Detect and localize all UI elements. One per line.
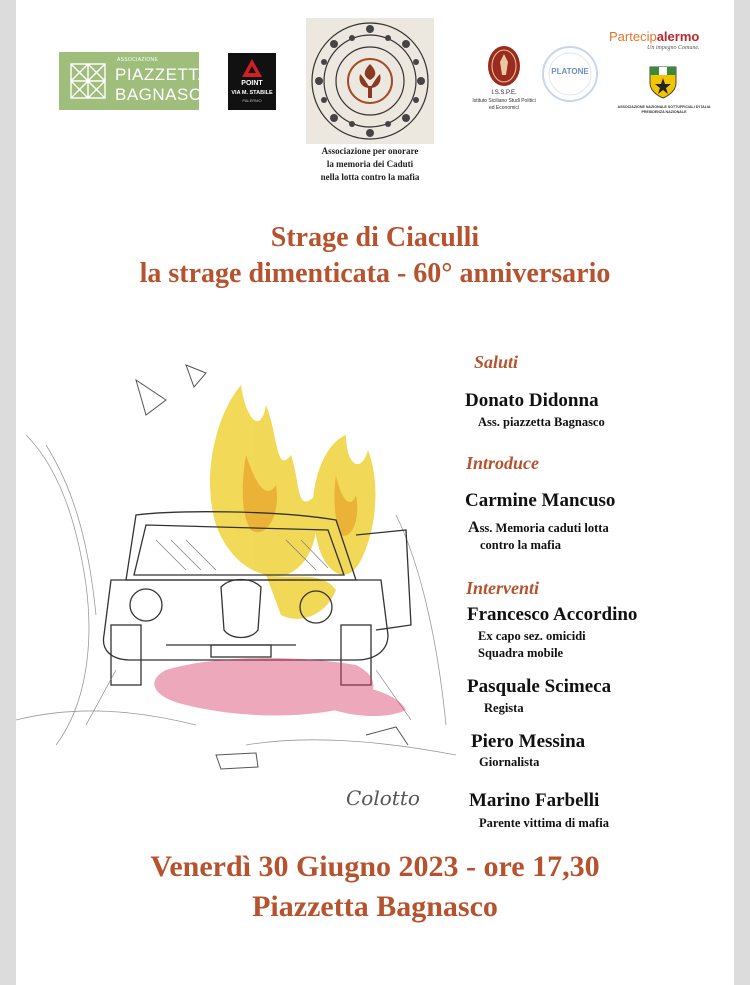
- platone-logo: [541, 45, 599, 103]
- artist-signature: Colotto: [346, 786, 420, 810]
- page-edge-left: [0, 0, 16, 985]
- speaker-role: Ass. piazzetta Bagnasco: [478, 415, 605, 429]
- event-title: Strage di Ciaculli: [270, 222, 480, 253]
- burning-car-illustration: [16, 325, 476, 830]
- speaker-role-line: Ex capo sez. omicidi: [478, 629, 586, 643]
- point-logo-line2: VIA M. STABILE: [231, 90, 273, 96]
- section-introduce: Introduce: [466, 453, 540, 473]
- speaker-name: Pasquale Scimeca: [467, 676, 612, 697]
- speaker-role: [468, 519, 609, 554]
- association-caption-line: nella lotta contro la mafia: [320, 172, 420, 182]
- star-mark-icon: [67, 60, 109, 102]
- piazzetta-logo-line2: BAGNASCO: [115, 85, 216, 104]
- flyer-page: [16, 0, 734, 985]
- isspe-logo: [461, 45, 547, 127]
- event-place: Piazzetta Bagnasco: [252, 890, 498, 923]
- speaker-role-initial: A: [468, 519, 480, 536]
- speaker-role: Regista: [484, 701, 524, 715]
- association-caption-line: Associazione per onorare: [321, 146, 419, 156]
- sottufficiali-logo-line1: ASSOCIAZIONE NAZIONALE SOTTUFFICIALI D'ITALIA: [617, 105, 711, 109]
- association-caption: [286, 145, 454, 184]
- speaker-name: Francesco Accordino: [467, 604, 638, 625]
- triangle-mark-icon: [242, 59, 262, 77]
- section-interventi: Interventi: [466, 578, 540, 598]
- partecipalermo-logo-subtitle: Un impegno Comune.: [647, 45, 700, 51]
- speaker-role-line: ss. Memoria caduti lotta: [479, 521, 609, 535]
- speaker-role-line: contro la mafia: [480, 538, 562, 552]
- speaker-name: Carmine Mancuso: [465, 490, 616, 511]
- speaker-role-line: Squadra mobile: [478, 646, 564, 660]
- piazzetta-logo-sup: ASSOCIAZIONE: [117, 57, 159, 63]
- isspe-logo-line3-text: ed Economici: [488, 105, 519, 111]
- point-logo: [228, 53, 276, 110]
- isspe-logo-line2-text: Istituto Siciliano Studi Politici: [472, 98, 536, 104]
- page-edge-right: [734, 0, 750, 985]
- point-logo-line1: POINT: [241, 80, 263, 87]
- seal-icon: [487, 45, 521, 87]
- speaker-role: Giornalista: [479, 755, 540, 769]
- event-subtitle: la strage dimenticata - 60° anniversario: [139, 258, 611, 289]
- sottufficiali-logo-line2: PRESIDENZA NAZIONALE: [641, 110, 687, 114]
- platone-logo-label: PLATONE: [551, 67, 589, 76]
- shield-icon: [648, 65, 678, 99]
- speaker-name: Marino Farbelli: [469, 790, 600, 811]
- speaker-name: Piero Messina: [471, 731, 586, 752]
- sottufficiali-logo-text: [604, 105, 724, 115]
- point-logo-line3: PALERMO: [242, 98, 262, 103]
- association-caption-line: la memoria dei Caduti: [326, 159, 414, 169]
- partecipalermo-logo-part1: Partecip: [609, 29, 657, 44]
- isspe-logo-line2: [461, 98, 547, 112]
- isspe-logo-line1: I.S.S.P.E.: [491, 90, 517, 96]
- sottufficiali-logo: [604, 65, 724, 125]
- piazzetta-logo-line1: PIAZZETTA: [115, 65, 210, 84]
- speaker-name: Donato Didonna: [465, 390, 599, 411]
- partecipalermo-logo-part2: alermo: [656, 29, 700, 44]
- partecipalermo-logo: [609, 28, 734, 58]
- speaker-role: [478, 628, 586, 662]
- mosaic-emblem-icon: [306, 18, 434, 144]
- section-saluti: Saluti: [474, 352, 519, 372]
- speaker-role: Parente vittima di mafia: [479, 816, 609, 830]
- event-date: Venerdì 30 Giugno 2023 - ore 17,30: [150, 850, 600, 883]
- piazzetta-bagnasco-logo: [59, 52, 216, 110]
